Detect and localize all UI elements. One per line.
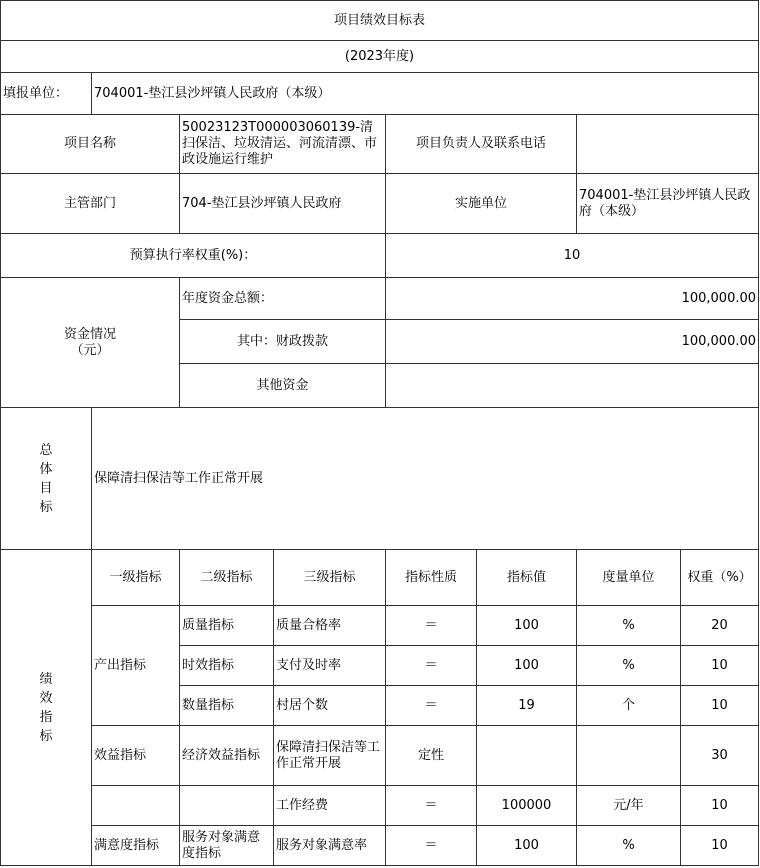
table-row: [1, 606, 759, 646]
row-level2: [180, 786, 274, 826]
row-unit: 元/年: [577, 786, 681, 826]
funds-other-value: [386, 364, 759, 408]
overall-goal-value: 保障清扫保洁等工作正常开展: [92, 408, 759, 550]
row-unit: [577, 726, 681, 786]
budget-weight-value: 10: [386, 234, 759, 278]
funds-label: 资金情况（元）: [1, 278, 180, 408]
row-level2: 经济效益指标: [180, 726, 274, 786]
table-year: (2023年度): [1, 41, 759, 73]
row-level2: 时效指标: [180, 646, 274, 686]
group-empty: [92, 786, 180, 826]
row-nature: ＝: [386, 646, 477, 686]
row-level3: 保障清扫保洁等工作正常开展: [274, 726, 386, 786]
row-weight: 10: [681, 646, 759, 686]
row-weight: 20: [681, 606, 759, 646]
funds-total-value: 100,000.00: [386, 278, 759, 320]
row-value: 100000: [477, 786, 577, 826]
budget-weight-label: 预算执行率权重(%)：: [1, 234, 386, 278]
row-weight: 10: [681, 826, 759, 866]
header-level2: 二级指标: [180, 550, 274, 606]
row-nature: 定性: [386, 726, 477, 786]
row-weight: 10: [681, 786, 759, 826]
row-weight: 30: [681, 726, 759, 786]
department-label: 主管部门: [1, 174, 180, 234]
funds-fiscal-label: 其中：财政拨款: [180, 320, 386, 364]
group-benefit-label: 效益指标: [92, 726, 180, 786]
project-leader-value: [577, 115, 759, 174]
project-name-value: 50023123T000003060139-清扫保洁、垃圾清运、河流清漂、市政设施运行维护: [180, 115, 386, 174]
header-value: 指标值: [477, 550, 577, 606]
funds-total-label: 年度资金总额：: [180, 278, 386, 320]
header-level1: 一级指标: [92, 550, 180, 606]
row-nature: ＝: [386, 826, 477, 866]
row-value: 100: [477, 826, 577, 866]
header-unit: 度量单位: [577, 550, 681, 606]
project-leader-label: 项目负责人及联系电话: [386, 115, 577, 174]
row-level2: 质量指标: [180, 606, 274, 646]
row-unit: %: [577, 646, 681, 686]
row-level3: 支付及时率: [274, 646, 386, 686]
row-level3: 质量合格率: [274, 606, 386, 646]
table-title: 项目绩效目标表: [1, 1, 759, 41]
header-level3: 三级指标: [274, 550, 386, 606]
indicator-header-row: [1, 550, 759, 606]
reporting-unit-value: 704001-垫江县沙坪镇人民政府（本级）: [92, 73, 759, 115]
implementing-unit-label: 实施单位: [386, 174, 577, 234]
funds-other-label: 其他资金: [180, 364, 386, 408]
implementing-unit-value: 704001-垫江县沙坪镇人民政府（本级）: [577, 174, 759, 234]
row-nature: ＝: [386, 686, 477, 726]
table-row: [1, 826, 759, 866]
project-name-label: 项目名称: [1, 115, 180, 174]
row-weight: 10: [681, 686, 759, 726]
row-level3: 服务对象满意率: [274, 826, 386, 866]
row-unit: %: [577, 606, 681, 646]
row-nature: ＝: [386, 606, 477, 646]
row-level3: 村居个数: [274, 686, 386, 726]
table-row: [1, 786, 759, 826]
reporting-unit-label: 填报单位：: [1, 73, 92, 115]
row-level2: 服务对象满意度指标: [180, 826, 274, 866]
indicators-label: 绩效指标: [1, 550, 92, 866]
group-satisfaction-label: 满意度指标: [92, 826, 180, 866]
row-level2: 数量指标: [180, 686, 274, 726]
row-value: 100: [477, 646, 577, 686]
row-nature: ＝: [386, 786, 477, 826]
group-output-label: 产出指标: [92, 606, 180, 726]
department-value: 704-垫江县沙坪镇人民政府: [180, 174, 386, 234]
row-level3: 工作经费: [274, 786, 386, 826]
overall-goal-label: 总体目标: [1, 408, 92, 550]
table-row: [1, 726, 759, 786]
row-unit: %: [577, 826, 681, 866]
header-weight: 权重（%）: [681, 550, 759, 606]
row-value: [477, 726, 577, 786]
funds-fiscal-value: 100,000.00: [386, 320, 759, 364]
row-value: 19: [477, 686, 577, 726]
row-unit: 个: [577, 686, 681, 726]
header-nature: 指标性质: [386, 550, 477, 606]
row-value: 100: [477, 606, 577, 646]
